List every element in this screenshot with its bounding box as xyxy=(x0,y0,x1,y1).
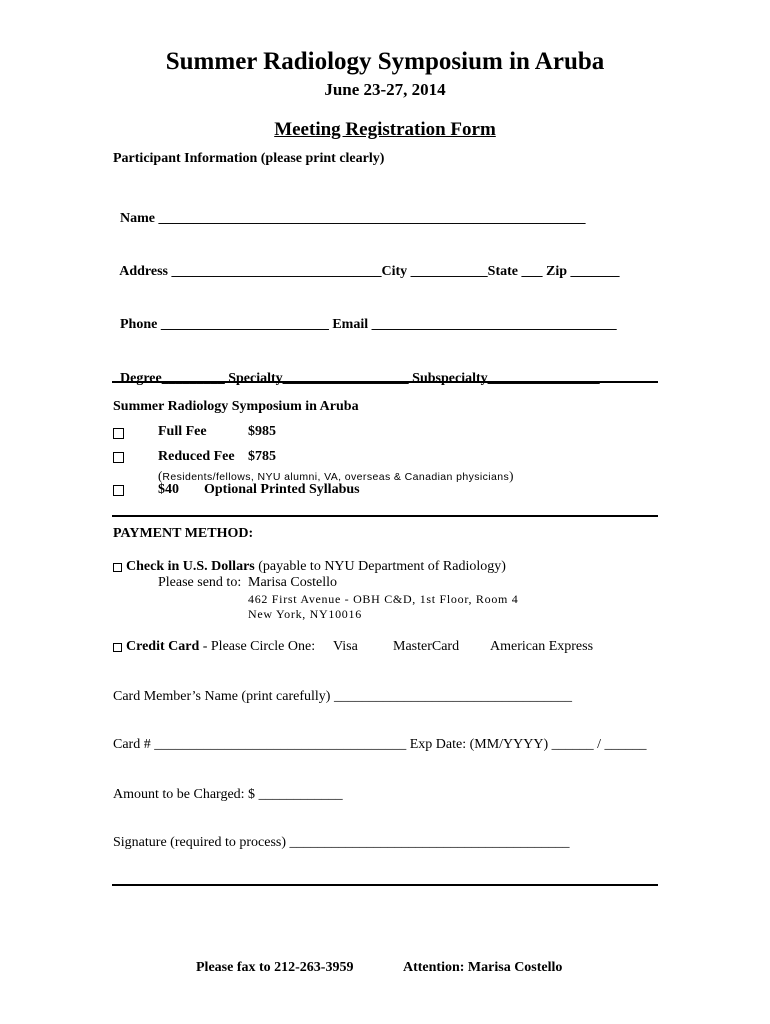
full-fee-checkbox[interactable] xyxy=(113,428,124,439)
address-field[interactable]: ______________________________ xyxy=(171,264,382,279)
address-row xyxy=(113,248,620,280)
reduced-fee-label: Reduced Fee xyxy=(158,449,235,464)
section-divider xyxy=(112,884,658,886)
check-row xyxy=(126,559,506,575)
name-row xyxy=(113,195,586,227)
name-field[interactable]: _____________________________________________________________ xyxy=(158,211,586,226)
fees-heading: Summer Radiology Symposium in Aruba xyxy=(113,399,359,414)
subspecialty-field[interactable]: ________________ xyxy=(487,371,600,386)
card-number-row xyxy=(113,737,647,753)
reduced-fee-amount: $785 xyxy=(248,449,276,464)
mailing-address-line1: 462 First Avenue - OBH C&D, 1st Floor, Room 4 xyxy=(248,592,519,606)
check-label: Check in U.S. Dollars xyxy=(126,559,255,574)
note-paren-open: ( xyxy=(158,468,163,483)
attention-line: Attention: Marisa Costello xyxy=(403,960,563,975)
state-field[interactable]: ___ xyxy=(521,264,543,279)
participant-heading: Participant Information (please print clearly) xyxy=(113,151,385,166)
phone-row xyxy=(113,301,617,333)
note-text: Residents/fellows, NYU alumni, VA, overseas & Canadian physicians xyxy=(162,471,510,483)
card-type-amex[interactable]: American Express xyxy=(490,639,594,654)
credit-card-checkbox[interactable] xyxy=(113,643,122,652)
note-paren-close: ) xyxy=(509,468,514,483)
signature-label: Signature (required to process) xyxy=(113,835,286,850)
card-type-visa[interactable]: Visa xyxy=(333,639,358,654)
check-checkbox[interactable] xyxy=(113,563,122,572)
subspecialty-label: Subspecialty xyxy=(412,371,488,386)
amount-label: Amount to be Charged: $ xyxy=(113,787,256,802)
address-label: Address xyxy=(119,264,168,279)
zip-field[interactable]: _______ xyxy=(570,264,620,279)
member-name-row xyxy=(113,689,572,705)
email-field[interactable]: ___________________________________ xyxy=(371,317,617,332)
credit-row xyxy=(126,639,315,655)
email-label: Email xyxy=(332,317,369,332)
full-fee-amount: $985 xyxy=(248,424,276,439)
specialty-label: Specialty xyxy=(228,371,283,386)
mailing-address-line2: New York, NY10016 xyxy=(248,607,362,621)
card-number-label: Card # xyxy=(113,737,151,752)
degree-label: Degree xyxy=(120,371,162,386)
phone-label: Phone xyxy=(120,317,158,332)
syllabus-label: Optional Printed Syllabus xyxy=(204,482,360,497)
send-to-name: Marisa Costello xyxy=(248,575,338,590)
phone-field[interactable]: ________________________ xyxy=(160,317,329,332)
send-to-label: Please send to: xyxy=(158,575,242,590)
reduced-fee-checkbox[interactable] xyxy=(113,452,124,463)
section-divider xyxy=(112,381,658,383)
degree-field[interactable]: _________ xyxy=(161,371,225,386)
form-title: Meeting Registration Form xyxy=(274,119,496,140)
syllabus-checkbox[interactable] xyxy=(113,485,124,496)
fax-number: Please fax to 212-263-3959 xyxy=(196,960,354,975)
credit-note: - Please Circle One: xyxy=(199,639,316,654)
signature-row xyxy=(113,835,570,851)
event-date: June 23-27, 2014 xyxy=(324,80,446,99)
exp-separator: / xyxy=(597,737,602,752)
state-label: State xyxy=(487,264,518,279)
zip-label: Zip xyxy=(546,264,568,279)
payment-heading: PAYMENT METHOD: xyxy=(113,526,254,541)
name-label: Name xyxy=(120,211,155,226)
card-number-field[interactable]: ____________________________________ xyxy=(154,737,407,752)
page-title: Summer Radiology Symposium in Aruba xyxy=(165,48,605,75)
city-field[interactable]: ___________ xyxy=(410,264,488,279)
amount-row xyxy=(113,787,343,803)
member-name-field[interactable]: __________________________________ xyxy=(333,689,572,704)
syllabus-amount: $40 xyxy=(158,482,179,497)
full-fee-label: Full Fee xyxy=(158,424,207,439)
credit-label: Credit Card xyxy=(126,639,200,654)
exp-label: Exp Date: (MM/YYYY) xyxy=(409,737,549,752)
exp-year-field[interactable]: ______ xyxy=(604,737,647,752)
exp-month-field[interactable]: ______ xyxy=(551,737,594,752)
card-type-mastercard[interactable]: MasterCard xyxy=(393,639,460,654)
section-divider xyxy=(112,515,658,517)
check-note: (payable to NYU Department of Radiology) xyxy=(254,559,506,574)
specialty-field[interactable]: __________________ xyxy=(282,371,409,386)
signature-field[interactable]: ________________________________________ xyxy=(289,835,570,850)
city-label: City xyxy=(381,264,408,279)
member-name-label: Card Member’s Name (print carefully) xyxy=(113,689,331,704)
amount-field[interactable]: ____________ xyxy=(258,787,343,802)
